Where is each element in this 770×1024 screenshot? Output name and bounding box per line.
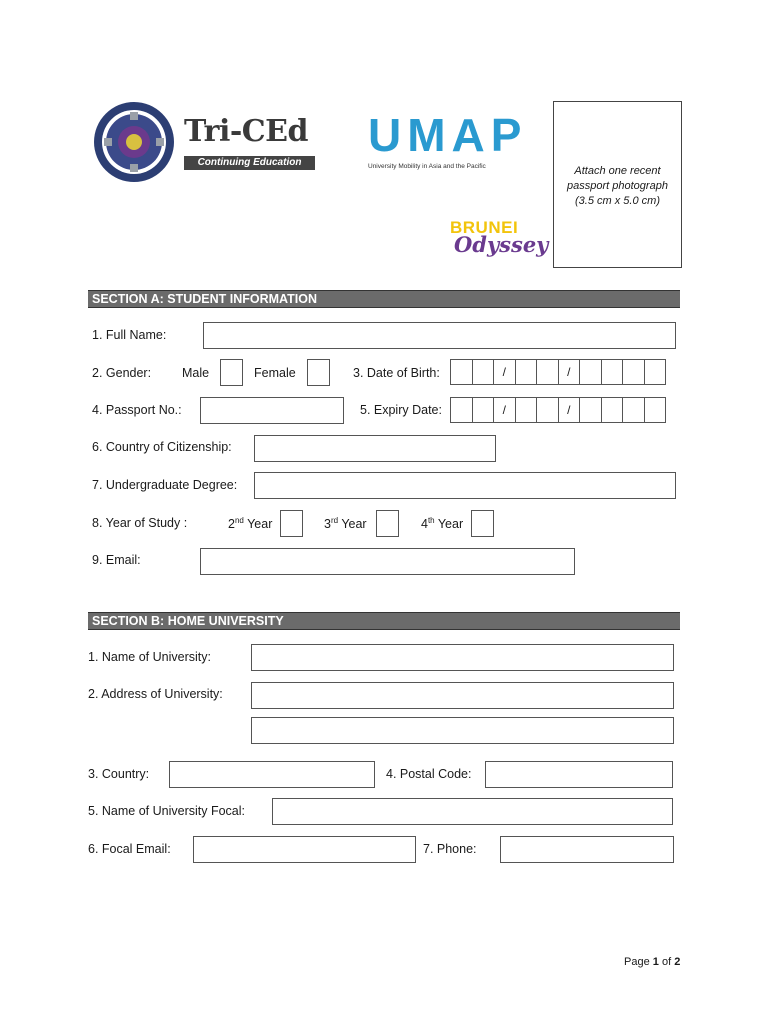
passport-no-field[interactable] [200, 397, 344, 424]
country-label: 3. Country: [88, 767, 150, 781]
dob-cell[interactable] [450, 359, 473, 385]
expiry-cell[interactable] [601, 397, 624, 423]
photo-instruction-line2: passport photograph [567, 180, 668, 192]
dob-cell[interactable] [515, 359, 538, 385]
female-label: Female [254, 366, 296, 380]
year3-checkbox[interactable] [376, 510, 399, 537]
expiry-date-label: 5. Expiry Date: [360, 403, 442, 417]
umap-subtitle: University Mobility in Asia and the Pacific [368, 163, 486, 170]
expiry-cell[interactable] [450, 397, 473, 423]
page-word: Page [624, 956, 650, 968]
section-b-header: SECTION B: HOME UNIVERSITY [88, 612, 680, 630]
photo-instruction-line3: (3.5 cm x 5.0 cm) [575, 195, 660, 207]
expiry-cell[interactable] [472, 397, 495, 423]
expiry-date-cells [450, 397, 666, 423]
dob-cell[interactable] [644, 359, 667, 385]
name-of-university-label: 1. Name of University: [88, 650, 211, 664]
name-of-university-field[interactable] [251, 644, 674, 671]
umap-title: UMAP [368, 109, 528, 161]
triced-logo [88, 100, 323, 184]
phone-label: 7. Phone: [423, 842, 477, 856]
address-of-university-label: 2. Address of University: [88, 687, 223, 701]
year2-label: 2nd Year [228, 516, 273, 532]
page-indicator [624, 956, 680, 968]
brunei-word: BRUNEI [450, 218, 519, 237]
postal-code-label: 4. Postal Code: [386, 767, 472, 781]
page-number: 1 [652, 956, 659, 968]
triced-subtitle: Continuing Education [184, 156, 315, 170]
of-word: of [661, 956, 672, 968]
dob-cell[interactable] [472, 359, 495, 385]
country-field[interactable] [169, 761, 375, 788]
focal-email-label: 6. Focal Email: [88, 842, 171, 856]
expiry-cell[interactable] [579, 397, 602, 423]
expiry-cell[interactable] [536, 397, 559, 423]
country-citizenship-label: 6. Country of Citizenship: [92, 440, 232, 454]
year3-label: 3rd Year [324, 516, 367, 532]
email-field[interactable] [200, 548, 575, 575]
triced-title: Tri-CEd [184, 114, 309, 149]
email-label: 9. Email: [92, 553, 141, 567]
year4-label: 4th Year [421, 516, 464, 532]
triced-seal-icon [88, 100, 180, 184]
postal-code-field[interactable] [485, 761, 673, 788]
expiry-separator: / [493, 397, 516, 423]
dob-cells [450, 359, 666, 385]
dob-cell[interactable] [536, 359, 559, 385]
dob-cell[interactable] [579, 359, 602, 385]
dob-cell[interactable] [622, 359, 645, 385]
focal-email-field[interactable] [193, 836, 416, 863]
address-line2-field[interactable] [251, 717, 674, 744]
year2-checkbox[interactable] [280, 510, 303, 537]
photo-instruction-line1: Attach one recent [574, 165, 661, 177]
brunei-odyssey-logo [448, 218, 549, 270]
female-checkbox[interactable] [307, 359, 330, 386]
university-focal-field[interactable] [272, 798, 673, 825]
undergrad-degree-field[interactable] [254, 472, 676, 499]
dob-cell[interactable] [601, 359, 624, 385]
male-label: Male [182, 366, 210, 380]
year-of-study-label: 8. Year of Study : [92, 516, 188, 530]
gender-label: 2. Gender: [92, 366, 152, 380]
year4-checkbox[interactable] [471, 510, 494, 537]
address-line1-field[interactable] [251, 682, 674, 709]
male-checkbox[interactable] [220, 359, 243, 386]
passport-photo-box[interactable] [553, 101, 682, 268]
umap-logo [368, 109, 528, 176]
undergrad-degree-label: 7. Undergraduate Degree: [92, 478, 238, 492]
expiry-cell[interactable] [644, 397, 667, 423]
dob-separator: / [558, 359, 581, 385]
university-focal-label: 5. Name of University Focal: [88, 804, 245, 818]
section-a-header: SECTION A: STUDENT INFORMATION [88, 290, 680, 308]
phone-field[interactable] [500, 836, 674, 863]
dob-separator: / [493, 359, 516, 385]
dob-label: 3. Date of Birth: [353, 366, 440, 380]
full-name-field[interactable] [203, 322, 676, 349]
passport-no-label: 4. Passport No.: [92, 403, 182, 417]
page-total: 2 [674, 956, 681, 968]
country-citizenship-field[interactable] [254, 435, 496, 462]
odyssey-word: Odyssey [454, 232, 549, 257]
expiry-separator: / [558, 397, 581, 423]
expiry-cell[interactable] [622, 397, 645, 423]
expiry-cell[interactable] [515, 397, 538, 423]
full-name-label: 1. Full Name: [92, 328, 167, 342]
